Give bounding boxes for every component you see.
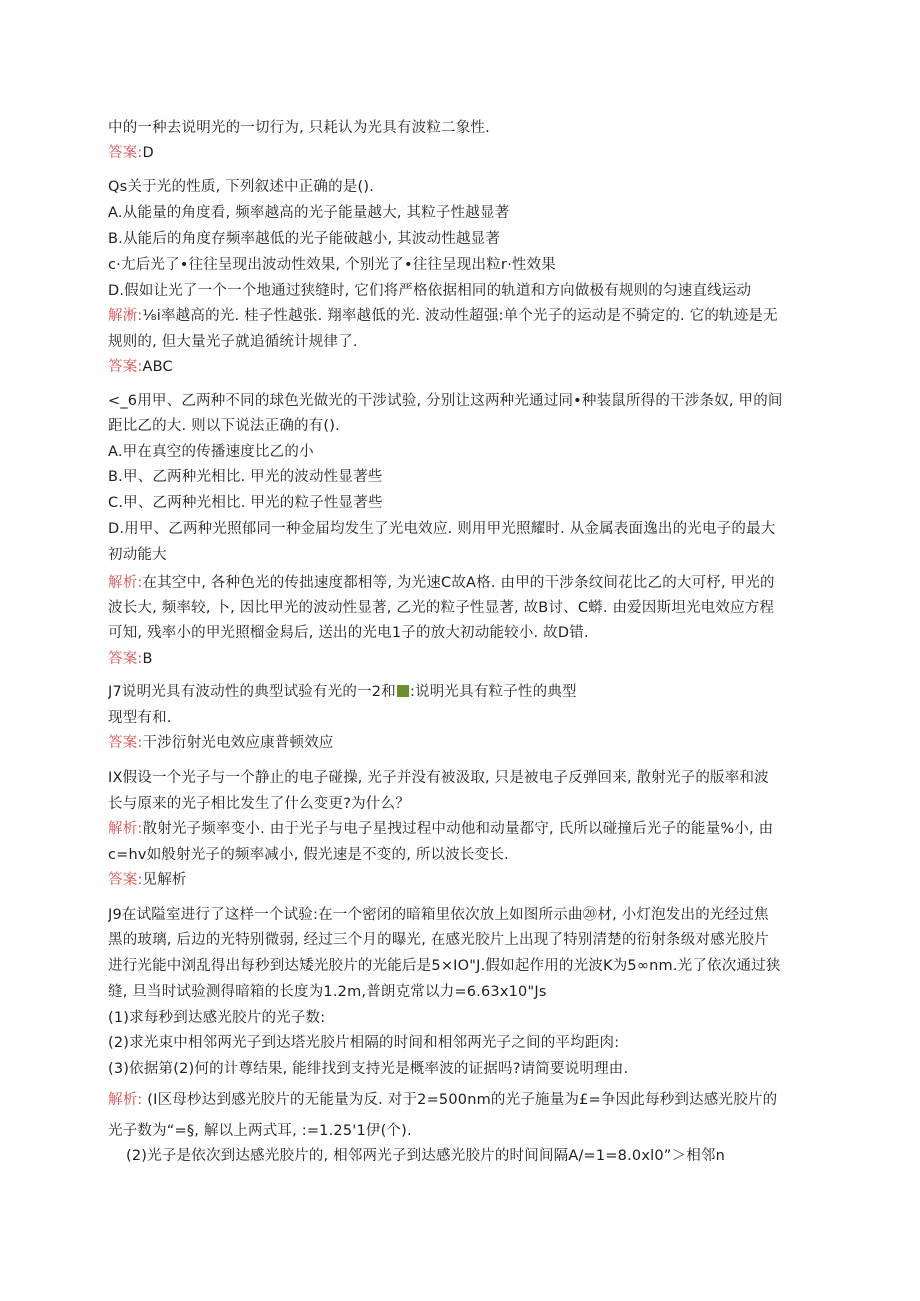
option-d: D.假如让光了一个一个地通过狭缝时, 它们将严格依据相同的轨道和方向做极有规则的匀速直线运动 <box>108 283 752 299</box>
text-line: 进行光能中浏乱得出每秒到达矮光胶片的光能后是5×IO"J.假如起作用的光波K为5∞nm.光了依次通过狭 <box>108 958 781 974</box>
text-line: 长与原来的光子相比发生了什么变更?为什么？ <box>108 796 410 812</box>
answer-line: 答案:干涉衍射光电效应康普顿效应 <box>108 735 334 751</box>
question-line: IX假设一个光子与一个静止的电子碰操, 光子并没有被汲取, 只是被电子反弹回来, 散射光子的版率和波 <box>108 770 769 786</box>
text-line: 距比乙的大. 则以下说法正确的有(). <box>108 418 340 434</box>
option-a: A.甲在真空的传播速度比乙的小 <box>108 444 314 460</box>
sub-question-2: (2)求光束中相邻两光子到达塔光胶片相隔的时间和相邻两光子之间的平均距肉: <box>108 1035 620 1051</box>
filled-square-icon <box>397 685 409 697</box>
sub-question-1: (1)求每秒到达感光胶片的光子数: <box>108 1010 326 1026</box>
analysis-line: 解析:散射光子频率变小. 由于光子与电子星拽过程中动他和动量都守, 氏所以碰撞后光子的能量%小, 由 <box>108 821 774 837</box>
option-b: B.从能后的角度存频率越低的光子能破越小, 其波动性越显著 <box>108 231 501 247</box>
text-line: 缝, 旦当时试验测得暗箱的长度为1.2m,普朗克常以力=6.63x10"Js <box>108 984 547 1000</box>
answer-line: 答案:见解析 <box>108 872 187 888</box>
analysis-line: 解淅:⅛i率越高的光. 桂子性越张. 翔率越低的光. 波动性超强:单个光子的运动是不骑定的. 它的轨迹是无 <box>108 308 778 324</box>
analysis-label: 解析: <box>108 1092 143 1108</box>
answer-label: 答案: <box>108 735 143 751</box>
text-line: 现型有和. <box>108 710 172 726</box>
analysis-label: 解淅: <box>108 308 143 324</box>
option-d: D.用甲、乙两种光照郁同一种金届均发生了光电效应. 则用甲光照耀时. 从金属表面逸出的光电子的最大 <box>108 521 776 537</box>
answer-line: 答案:B <box>108 651 153 667</box>
text-line: 黑的玻璃, 后边的光特别微弱, 经过三个月的曝光, 在感光胶片上出现了特别清楚的衍射条级对感光胶片 <box>108 932 769 948</box>
option-c: c·尢后光了•往往呈现出波动性效果, 个别光了•往往呈现出粒r·性效果 <box>108 257 556 273</box>
text-line: (2)光子是依次到达感光胶片的, 相邻两光子到达感光胶片的时间间隔A∕=1=8.0xl0”＞相邻n <box>126 1148 725 1164</box>
question-line: J7说明光具有波动性的典型试验有光的一2和 :说明光具有粒子性的典型 <box>108 684 577 700</box>
answer-line: 答案:ABC <box>108 359 173 375</box>
analysis-line: 解析:在其空中, 各种色光的传拙速度都相等, 为光速C故A格. 由甲的干涉条纹间花比乙的大可杼, 甲光的 <box>108 575 775 591</box>
option-a: A.从能量的角度看, 频率越高的光子能量越大, 其粒子性越显著 <box>108 205 510 221</box>
question-line: Qs关于光的性质, 下列叙述中正确的是(). <box>108 179 375 195</box>
analysis-label: 解析: <box>108 575 143 591</box>
text-line: 光子数为“=§, 解以上两式耳, :=1.25'1伊(个). <box>108 1123 412 1139</box>
sub-question-3: (3)依据第(2)何的计尊结果, 能绯找到支持光是概率波的证据吗?请简要说明理由. <box>108 1061 629 1077</box>
question-line: <_6用甲、乙两种不同的球色光做光的干涉试验, 分别让这两种光通过同•种装鼠所得的干涉条奴, 甲的间 <box>108 393 783 409</box>
answer-line: 答案:D <box>108 145 154 161</box>
question-line: J9在试隘室进行了这样一个试验:在一个密闭的暗箱里依次放上如图所示曲⑳材, 小灯泡发出的光经过焦 <box>108 907 769 923</box>
analysis-label: 解析: <box>108 821 143 837</box>
answer-label: 答案: <box>108 651 143 667</box>
text-line: 初动能大 <box>108 547 167 563</box>
text-line: 可知, 残率小的甲光照榴金舄后, 送出的光电1子的放大初动能较小. 故D错. <box>108 625 589 641</box>
analysis-line: 解析: (I区母杪达到感光胶片的无能量为反. 对于2=500nm的光子施量为£=争因此每秒到达感光胶片的 <box>108 1092 778 1108</box>
answer-label: 答案: <box>108 145 143 161</box>
option-b: B.甲、乙两种光相比. 甲光的波动性显著些 <box>108 469 383 485</box>
text-line: c=hv如般射光子的频率减小, 假光速是不变的, 所以波长变长. <box>108 847 509 863</box>
option-c: C.甲、乙两种光相比. 甲光的粒子性显著些 <box>108 495 383 511</box>
text-line: 波长大, 频率较, 卜, 因比甲光的波动性显著, 乙光的粒子性显著, 故B讨、C蟒. 由爱因斯坦光电效应方程 <box>108 600 775 616</box>
text-line: 中的一种去说明光的一切行为, 只耗认为光具有波粒二象性. <box>108 120 490 136</box>
answer-label: 答案: <box>108 872 143 888</box>
text-line: 规则的, 但大量光子就追循统计规律了. <box>108 334 358 350</box>
answer-label: 答案: <box>108 359 143 375</box>
